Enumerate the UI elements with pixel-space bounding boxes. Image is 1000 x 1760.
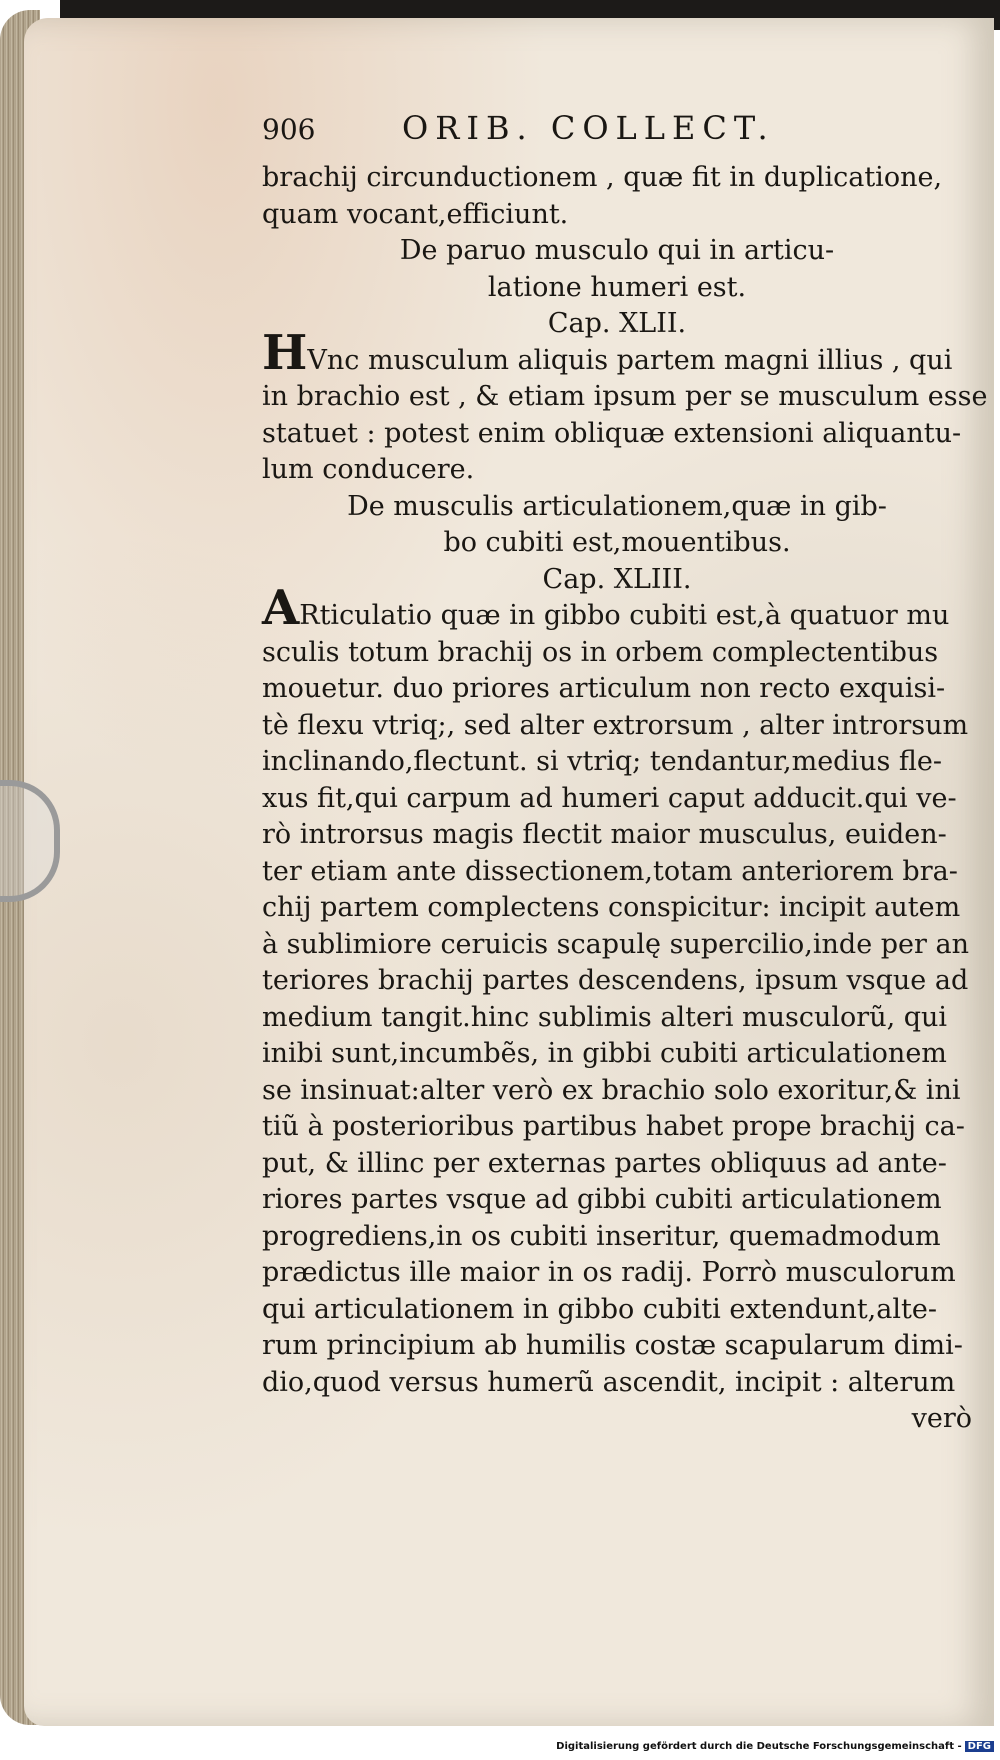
chapter-number: Cap. XLII. bbox=[547, 308, 687, 339]
page-header bbox=[262, 110, 972, 160]
text-line: tè flexu vtriq;, sed alter extrorsum , alter introrsum bbox=[262, 709, 969, 741]
digitization-credit bbox=[556, 1741, 994, 1752]
text-line: chij partem complectens conspicitur: incipit autem bbox=[262, 892, 961, 923]
running-head: ORIB. COLLECT. bbox=[402, 109, 775, 147]
text-line: tiũ à posterioribus partibus habet prope brachij ca- bbox=[262, 1111, 965, 1142]
text-line: in brachio est , & etiam ipsum per se musculum esse bbox=[262, 381, 988, 412]
text-line: sculis totum brachij os in orbem complectentibus bbox=[262, 636, 939, 668]
text-line: teriores brachij partes descendens, ipsum vsque ad bbox=[262, 965, 969, 996]
text-line: dio,quod versus humerũ ascendit, incipit : alterum bbox=[262, 1366, 956, 1398]
text-line: inibi sunt,incumbẽs, in gibbi cubiti articulationem bbox=[262, 1038, 947, 1069]
text-line bbox=[262, 324, 972, 381]
text-line: rum principium ab humilis costæ scapularum dimi- bbox=[262, 1330, 963, 1361]
text-line: prædictus ille maior in os radij. Porrò musculorum bbox=[262, 1257, 956, 1288]
text-line: xus fit,qui carpum ad humeri caput adducit.qui ve- bbox=[262, 782, 957, 814]
text-line-rest: Vnc musculum aliquis partem magni illius , qui bbox=[307, 344, 953, 376]
text-line: qui articulationem in gibbo cubiti extendunt,alte- bbox=[262, 1293, 937, 1325]
text-line: medium tangit.hinc sublimis alteri musculorũ, qui bbox=[262, 1001, 948, 1033]
chapter-title-line: De paruo musculo qui in articu- bbox=[399, 235, 835, 266]
text-line: à sublimiore ceruicis scapulę supercilio,inde per an bbox=[262, 928, 969, 960]
text-line: brachij circunductionem , quæ fit in duplicatione, bbox=[262, 162, 943, 193]
text-line: ter etiam ante dissectionem,totam anteriorem bra- bbox=[262, 855, 958, 887]
text-line: inclinando,flectunt. si vtriq; tendantur,medius fle- bbox=[262, 746, 943, 777]
chapter-number: Cap. XLIII. bbox=[542, 563, 692, 595]
text-line: put, & illinc per externas partes obliquus ad ante- bbox=[262, 1147, 947, 1179]
page-number: 906 bbox=[262, 113, 316, 146]
chapter-title-line: De musculis articulationem,quæ in gib- bbox=[347, 490, 887, 522]
text-line: progrediens,in os cubiti inseritur, quemadmodum bbox=[262, 1220, 941, 1252]
text-line: lum conducere. bbox=[262, 454, 475, 485]
text-line: rò introrsus magis flectit maior musculus, euiden- bbox=[262, 819, 947, 850]
text-line: mouetur. duo priores articulum non recto exquisi- bbox=[262, 673, 946, 704]
dfg-logo: DFG bbox=[965, 1741, 994, 1752]
chapter-title-line: bo cubiti est,mouentibus. bbox=[443, 527, 791, 558]
text-line-rest: Rticulatio quæ in gibbo cubiti est,à quatuor mu bbox=[299, 600, 950, 631]
drop-cap: A bbox=[262, 580, 300, 636]
text-line: statuet : potest enim obliquæ extensioni aliquantu- bbox=[262, 417, 962, 449]
text-line: se insinuat:alter verò ex brachio solo exoritur,& ini bbox=[262, 1074, 961, 1106]
text-line bbox=[262, 580, 972, 636]
text-line: riores partes vsque ad gibbi cubiti articulationem bbox=[262, 1184, 942, 1215]
catchword: verò bbox=[911, 1403, 972, 1434]
text-line: quam vocant,efficiunt. bbox=[262, 198, 569, 230]
drop-cap: H bbox=[262, 324, 308, 381]
page-text bbox=[262, 109, 988, 1438]
credit-text: Digitalisierung gefördert durch die Deutsche Forschungsgemeinschaft - bbox=[556, 1741, 962, 1752]
chapter-title-line: latione humeri est. bbox=[487, 271, 747, 303]
